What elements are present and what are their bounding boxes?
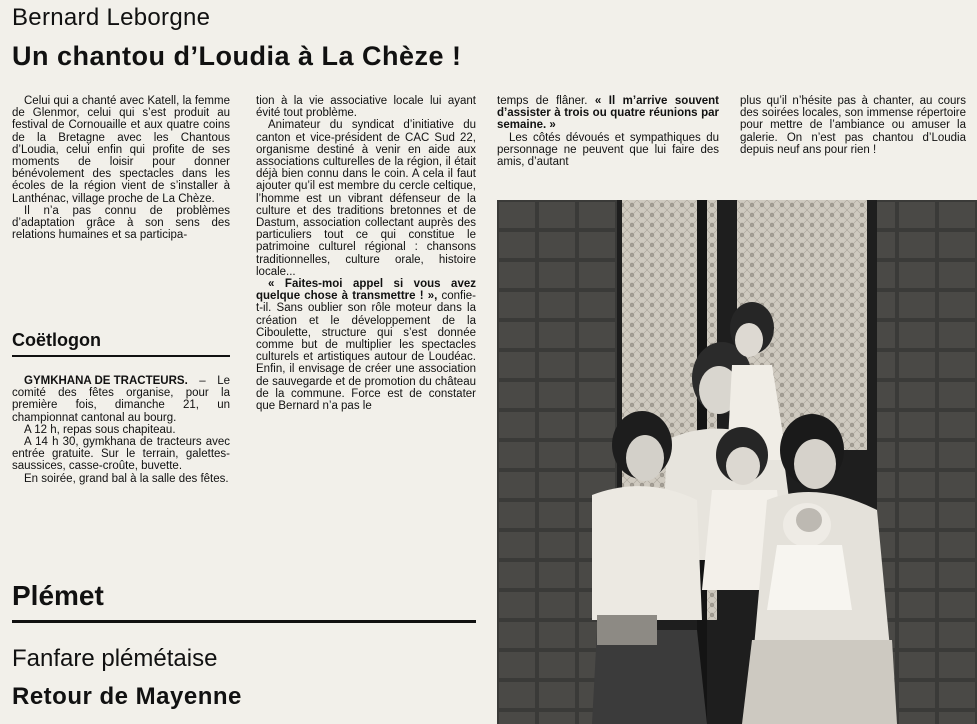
article-column-1 <box>12 95 230 241</box>
article-paragraph: Celui qui a chanté avec Katell, la femme de Glenmor, celui qui s’est produit au festival de Cornouaille et aux quatre coins de la Bretagne avec les Chantous d’Loudia, celui enfin qui profite de ses moments de loisir pour donner bénévolement des spectacles dans les écoles de la région vient de s’installer à Lanthénac, village proche de La Chèze. <box>12 95 230 205</box>
news-item-title: GYMKHANA DE TRACTEURS. <box>24 375 188 387</box>
article-paragraph: Animateur du syndicat d’initiative du canton et vice-président de CAC Sud 22, organisme destiné à venir en aide aux associations culturelles de la région, il était déjà bien connu dans le coin. A cela il faut ajouter qu’il est membre du cercle celtique, l’homme est un vibrant défenseur de la culture et des traditions bretonnes et de Dastum, association collectant auprès des particuliers tout ce qui constitue le patrimoine culturel régional : chansons traditionnelles, culture orale, histoire locale... <box>256 119 476 278</box>
article-column-4 <box>740 95 966 156</box>
article-quote: « Faites-moi appel si vous avez quelque chose à transmettre ! », <box>256 278 476 303</box>
article-paragraph: A 14 h 30, gymkhana de tracteurs avec entrée gratuite. Sur le terrain, galettes-saussices, casse-croûte, buvette. <box>12 436 230 473</box>
coetlogon-column <box>12 375 230 485</box>
article-text: – Le comité des fêtes organise, pour la première fois, dimanche 21, un championnat cantonal au bourg. <box>12 375 230 424</box>
article-headline: Un chantou d’Loudia à La Chèze ! <box>12 41 462 71</box>
article-text: confie-t-il. Sans oublier son rôle moteur dans la création et le développement de la Ciboulette, structure qui s’est donnée comme but de multiplier les spectacles culturels et artistiques autour de Loudéac. Enfin, il envisage de créer une association de sauvegarde et de promotion du château de la commune. Force est de constater que Bernard n’a pas le <box>256 290 476 413</box>
article-quote: « Il m’arrive souvent d’assister à trois ou quatre réunions par semaine. » <box>497 95 719 132</box>
family-photo-icon <box>497 200 977 724</box>
article-paragraph: A 12 h, repas sous chapiteau. <box>24 423 176 436</box>
article-paragraph <box>497 95 719 132</box>
article-kicker: Bernard Leborgne <box>12 4 211 31</box>
article-column-3 <box>497 95 719 168</box>
article-paragraph: plus qu’il n’hésite pas à chanter, au cours des soirées locales, son immense répertoire pour mettre de l’ambiance ou amuser la galerie. On n’est pas chantou d’Loudia depuis neuf ans pour rien ! <box>740 95 966 156</box>
article-column-2 <box>256 95 476 412</box>
article-paragraph: tion à la vie associative locale lui ayant évité tout problème. <box>256 95 476 120</box>
section-heading-plemet: Plémet <box>12 580 104 611</box>
article-paragraph <box>256 278 476 412</box>
article-paragraph <box>12 375 230 424</box>
section-heading-coetlogon: Coëtlogon <box>12 330 101 350</box>
article-paragraph: En soirée, grand bal à la salle des fêtes. <box>24 472 229 485</box>
section-rule <box>12 620 476 623</box>
article-paragraph: Les côtés dévoués et sympathiques du personnage ne peuvent que lui faire des amis, d’autant <box>497 131 719 169</box>
article-text: temps de flâner. <box>497 95 595 107</box>
section-rule <box>12 355 230 357</box>
plemet-kicker: Fanfare plémétaise <box>12 645 218 672</box>
plemet-subhead: Retour de Mayenne <box>12 683 242 710</box>
article-paragraph: Il n’a pas connu de problèmes d’adaptation grâce à son sens des relations humaines et sa participa- <box>12 204 230 242</box>
